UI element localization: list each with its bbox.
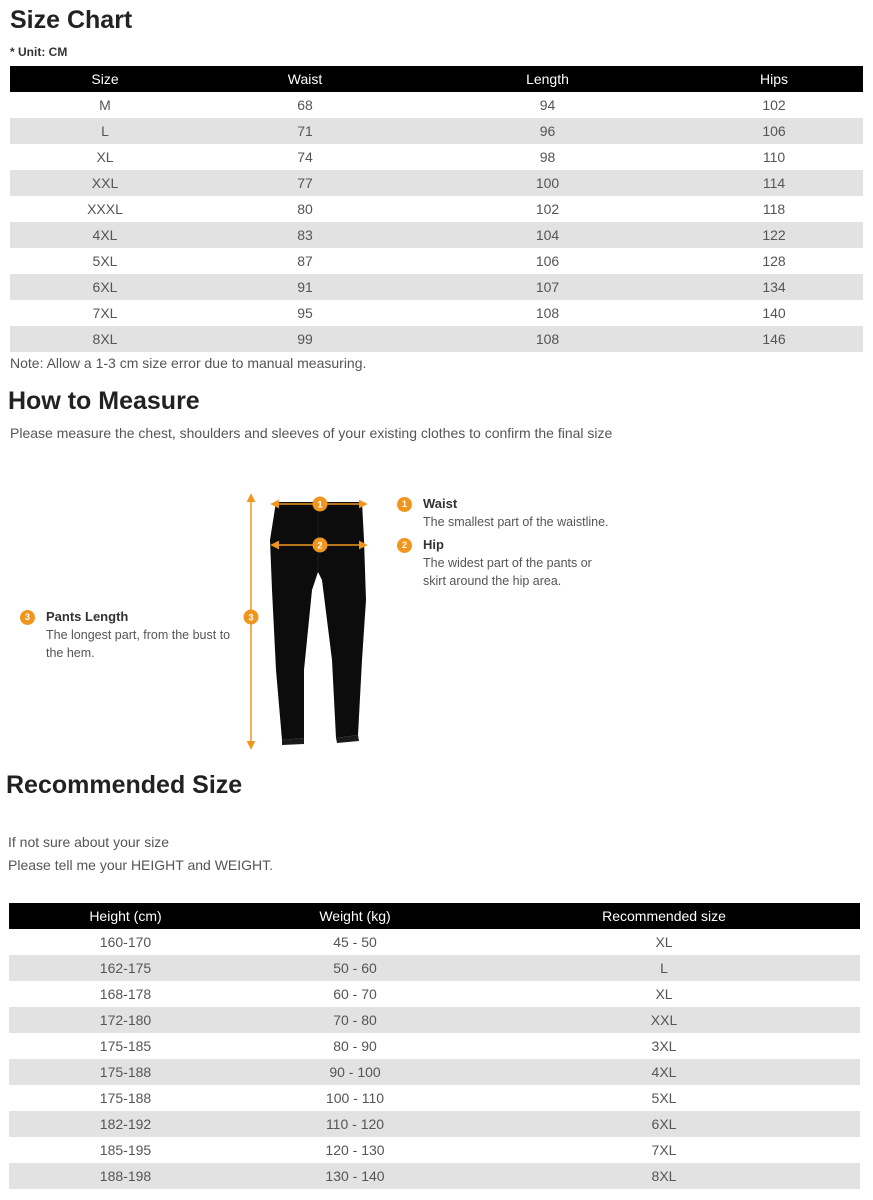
- table-row: [9, 1111, 860, 1137]
- length-legend-title: Pants Length: [46, 609, 129, 624]
- size-chart-table: [10, 66, 863, 352]
- table-row: [10, 118, 863, 144]
- hip-legend-text: The widest part of the pants or skirt around the hip area.: [423, 556, 592, 588]
- table-cell: 91: [200, 274, 410, 300]
- table-cell: 90 - 100: [242, 1059, 468, 1085]
- table-cell: 8XL: [468, 1163, 860, 1189]
- recommended-size-table: [9, 903, 860, 1189]
- waist-marker: [313, 497, 328, 512]
- table-cell: 45 - 50: [242, 929, 468, 955]
- table-row: [9, 1085, 860, 1111]
- table-cell: 110 - 120: [242, 1111, 468, 1137]
- unit-label: * Unit: CM: [10, 45, 68, 59]
- table-cell: 108: [410, 300, 685, 326]
- table-cell: 114: [685, 170, 863, 196]
- table-cell: 122: [685, 222, 863, 248]
- table-row: [10, 92, 863, 118]
- table-cell: 74: [200, 144, 410, 170]
- waist-legend-text: The smallest part of the waistline.: [423, 515, 609, 529]
- table-cell: XXL: [468, 1007, 860, 1033]
- table-cell: 83: [200, 222, 410, 248]
- table-cell: 95: [200, 300, 410, 326]
- table-cell: XL: [468, 981, 860, 1007]
- table-cell: 182-192: [9, 1111, 242, 1137]
- table-cell: L: [468, 955, 860, 981]
- table-row: [10, 144, 863, 170]
- table-row: [9, 955, 860, 981]
- table-row: [10, 170, 863, 196]
- table-cell: 80 - 90: [242, 1033, 468, 1059]
- table-cell: 7XL: [10, 300, 200, 326]
- table-row: [9, 1137, 860, 1163]
- table-cell: 3XL: [468, 1033, 860, 1059]
- table-cell: 6XL: [10, 274, 200, 300]
- table-cell: XXL: [10, 170, 200, 196]
- table-row: [10, 300, 863, 326]
- table-cell: 146: [685, 326, 863, 352]
- table-cell: 175-185: [9, 1033, 242, 1059]
- column-header: Height (cm): [9, 903, 242, 929]
- table-cell: 110: [685, 144, 863, 170]
- table-cell: 102: [410, 196, 685, 222]
- svg-text:2: 2: [317, 540, 323, 551]
- hip-marker: [313, 538, 328, 553]
- waist-legend-title: Waist: [423, 496, 458, 511]
- table-header-row: [9, 903, 860, 929]
- table-cell: 106: [685, 118, 863, 144]
- table-cell: 172-180: [9, 1007, 242, 1033]
- table-row: [10, 196, 863, 222]
- table-cell: 102: [685, 92, 863, 118]
- table-cell: 106: [410, 248, 685, 274]
- column-header: Weight (kg): [242, 903, 468, 929]
- hip-legend-badge: 2: [397, 538, 412, 553]
- how-to-measure-description: Please measure the chest, shoulders and sleeves of your existing clothes to confirm the final size: [10, 425, 613, 441]
- table-cell: 100 - 110: [242, 1085, 468, 1111]
- table-row: [10, 248, 863, 274]
- hip-legend-title: Hip: [423, 537, 444, 552]
- table-cell: 175-188: [9, 1085, 242, 1111]
- table-cell: 5XL: [468, 1085, 860, 1111]
- table-row: [9, 1007, 860, 1033]
- column-header: Length: [410, 66, 685, 92]
- table-cell: 7XL: [468, 1137, 860, 1163]
- table-row: [10, 222, 863, 248]
- table-cell: 70 - 80: [242, 1007, 468, 1033]
- table-cell: 71: [200, 118, 410, 144]
- column-header: Recommended size: [468, 903, 860, 929]
- table-cell: 6XL: [468, 1111, 860, 1137]
- table-cell: 5XL: [10, 248, 200, 274]
- length-legend-badge: 3: [20, 610, 35, 625]
- table-cell: 118: [685, 196, 863, 222]
- table-cell: 134: [685, 274, 863, 300]
- table-cell: 60 - 70: [242, 981, 468, 1007]
- table-header-row: [10, 66, 863, 92]
- column-header: Hips: [685, 66, 863, 92]
- table-cell: XXXL: [10, 196, 200, 222]
- table-cell: 8XL: [10, 326, 200, 352]
- size-chart-title: Size Chart: [10, 6, 133, 34]
- table-cell: 98: [410, 144, 685, 170]
- table-cell: 77: [200, 170, 410, 196]
- table-cell: 104: [410, 222, 685, 248]
- table-row: [9, 1059, 860, 1085]
- recommended-size-title: Recommended Size: [6, 771, 243, 799]
- recommended-instruction-line: Please tell me your HEIGHT and WEIGHT.: [8, 857, 274, 873]
- table-cell: 87: [200, 248, 410, 274]
- table-cell: 185-195: [9, 1137, 242, 1163]
- table-cell: 128: [685, 248, 863, 274]
- table-cell: 96: [410, 118, 685, 144]
- table-cell: 4XL: [468, 1059, 860, 1085]
- table-row: [9, 929, 860, 955]
- table-cell: 175-188: [9, 1059, 242, 1085]
- table-cell: XL: [468, 929, 860, 955]
- recommended-intro-line: If not sure about your size: [8, 834, 170, 850]
- measurement-note: Note: Allow a 1-3 cm size error due to manual measuring.: [10, 355, 367, 371]
- table-row: [10, 274, 863, 300]
- table-cell: 162-175: [9, 955, 242, 981]
- table-cell: M: [10, 92, 200, 118]
- table-row: [9, 1033, 860, 1059]
- table-cell: 108: [410, 326, 685, 352]
- table-cell: 130 - 140: [242, 1163, 468, 1189]
- table-row: [9, 981, 860, 1007]
- table-cell: 68: [200, 92, 410, 118]
- table-cell: 107: [410, 274, 685, 300]
- table-cell: L: [10, 118, 200, 144]
- table-cell: 4XL: [10, 222, 200, 248]
- table-cell: 50 - 60: [242, 955, 468, 981]
- table-cell: 94: [410, 92, 685, 118]
- waist-legend-badge: 1: [397, 497, 412, 512]
- table-cell: 99: [200, 326, 410, 352]
- table-cell: 188-198: [9, 1163, 242, 1189]
- table-cell: 120 - 130: [242, 1137, 468, 1163]
- table-cell: XL: [10, 144, 200, 170]
- svg-text:3: 3: [248, 612, 254, 623]
- table-row: [9, 1163, 860, 1189]
- table-row: [10, 326, 863, 352]
- length-marker: [244, 610, 259, 625]
- column-header: Waist: [200, 66, 410, 92]
- table-cell: 168-178: [9, 981, 242, 1007]
- how-to-measure-title: How to Measure: [8, 387, 200, 415]
- length-legend-text: The longest part, from the bust to the hem.: [46, 628, 231, 660]
- table-cell: 140: [685, 300, 863, 326]
- table-cell: 100: [410, 170, 685, 196]
- svg-text:1: 1: [317, 499, 323, 510]
- table-cell: 80: [200, 196, 410, 222]
- column-header: Size: [10, 66, 200, 92]
- table-cell: 160-170: [9, 929, 242, 955]
